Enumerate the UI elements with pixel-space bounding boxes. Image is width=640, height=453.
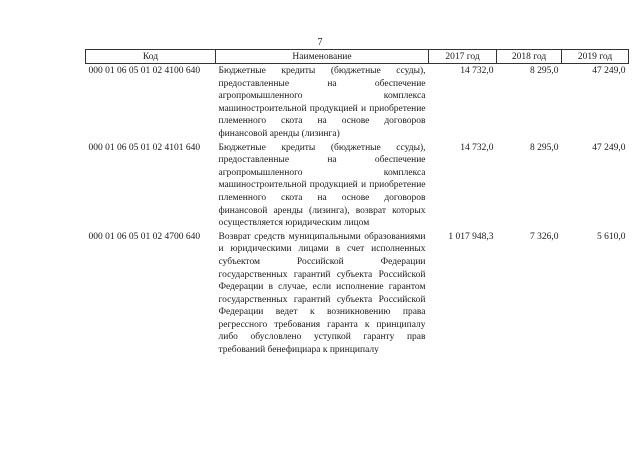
row-code: 000 01 06 05 01 02 4101 640 bbox=[88, 142, 201, 153]
row-value-2019: 47 249,0 bbox=[592, 142, 626, 153]
row-value-2019: 47 249,0 bbox=[592, 66, 626, 76]
row-value-2017: 14 732,0 bbox=[460, 142, 494, 153]
row-value-2018: 8 295,0 bbox=[530, 66, 559, 76]
header-2017: 2017 год bbox=[429, 50, 497, 64]
header-2019: 2019 год bbox=[562, 50, 629, 64]
table-header-row bbox=[86, 50, 629, 64]
table-row bbox=[86, 230, 629, 357]
header-code: Код bbox=[86, 50, 216, 64]
header-name: Наименование bbox=[216, 50, 429, 64]
row-code: 000 01 06 05 01 02 4100 640 bbox=[88, 66, 201, 76]
row-name: Бюджетные кредиты (бюджетные ссуды), предоставленные на обеспечение агропромышленного комплекса машиностроительной продукцией и приобретение племенного скота на основе договоров финансовой аренды (лизинга), возврат которых осуществляется юридическим лицом bbox=[218, 142, 426, 229]
row-value-2018: 7 326,0 bbox=[530, 231, 559, 242]
row-name: Возврат средств муниципальными образованиями и юридическими лицами в счет исполненных субъектом Российской Федерации государственных гарантий субъекта Российской Федерации в случае, если исполнение гарантом государственных гарантий субъекта Российской Федерации ведет к возникновению права регрессного требования гаранта к принципалу либо обусловлено уступкой гаранту прав требований бенефициара к принципалу bbox=[218, 231, 426, 356]
header-2018: 2018 год bbox=[497, 50, 562, 64]
row-value-2018: 8 295,0 bbox=[530, 142, 559, 153]
row-value-2017: 1 017 948,3 bbox=[448, 231, 494, 242]
row-code: 000 01 06 05 01 02 4700 640 bbox=[88, 231, 201, 242]
table-row bbox=[86, 64, 629, 141]
budget-table bbox=[85, 49, 629, 357]
table-row bbox=[86, 141, 629, 230]
row-value-2019: 5 610,0 bbox=[597, 231, 626, 242]
page-number: 7 bbox=[317, 37, 323, 48]
row-value-2017: 14 732,0 bbox=[460, 66, 494, 76]
row-name: Бюджетные кредиты (бюджетные ссуды), предоставленные на обеспечение агропромышленного комплекса машиностроительной продукцией и приобретение племенного скота на основе договоров финансовой аренды (лизинга) bbox=[218, 66, 426, 139]
